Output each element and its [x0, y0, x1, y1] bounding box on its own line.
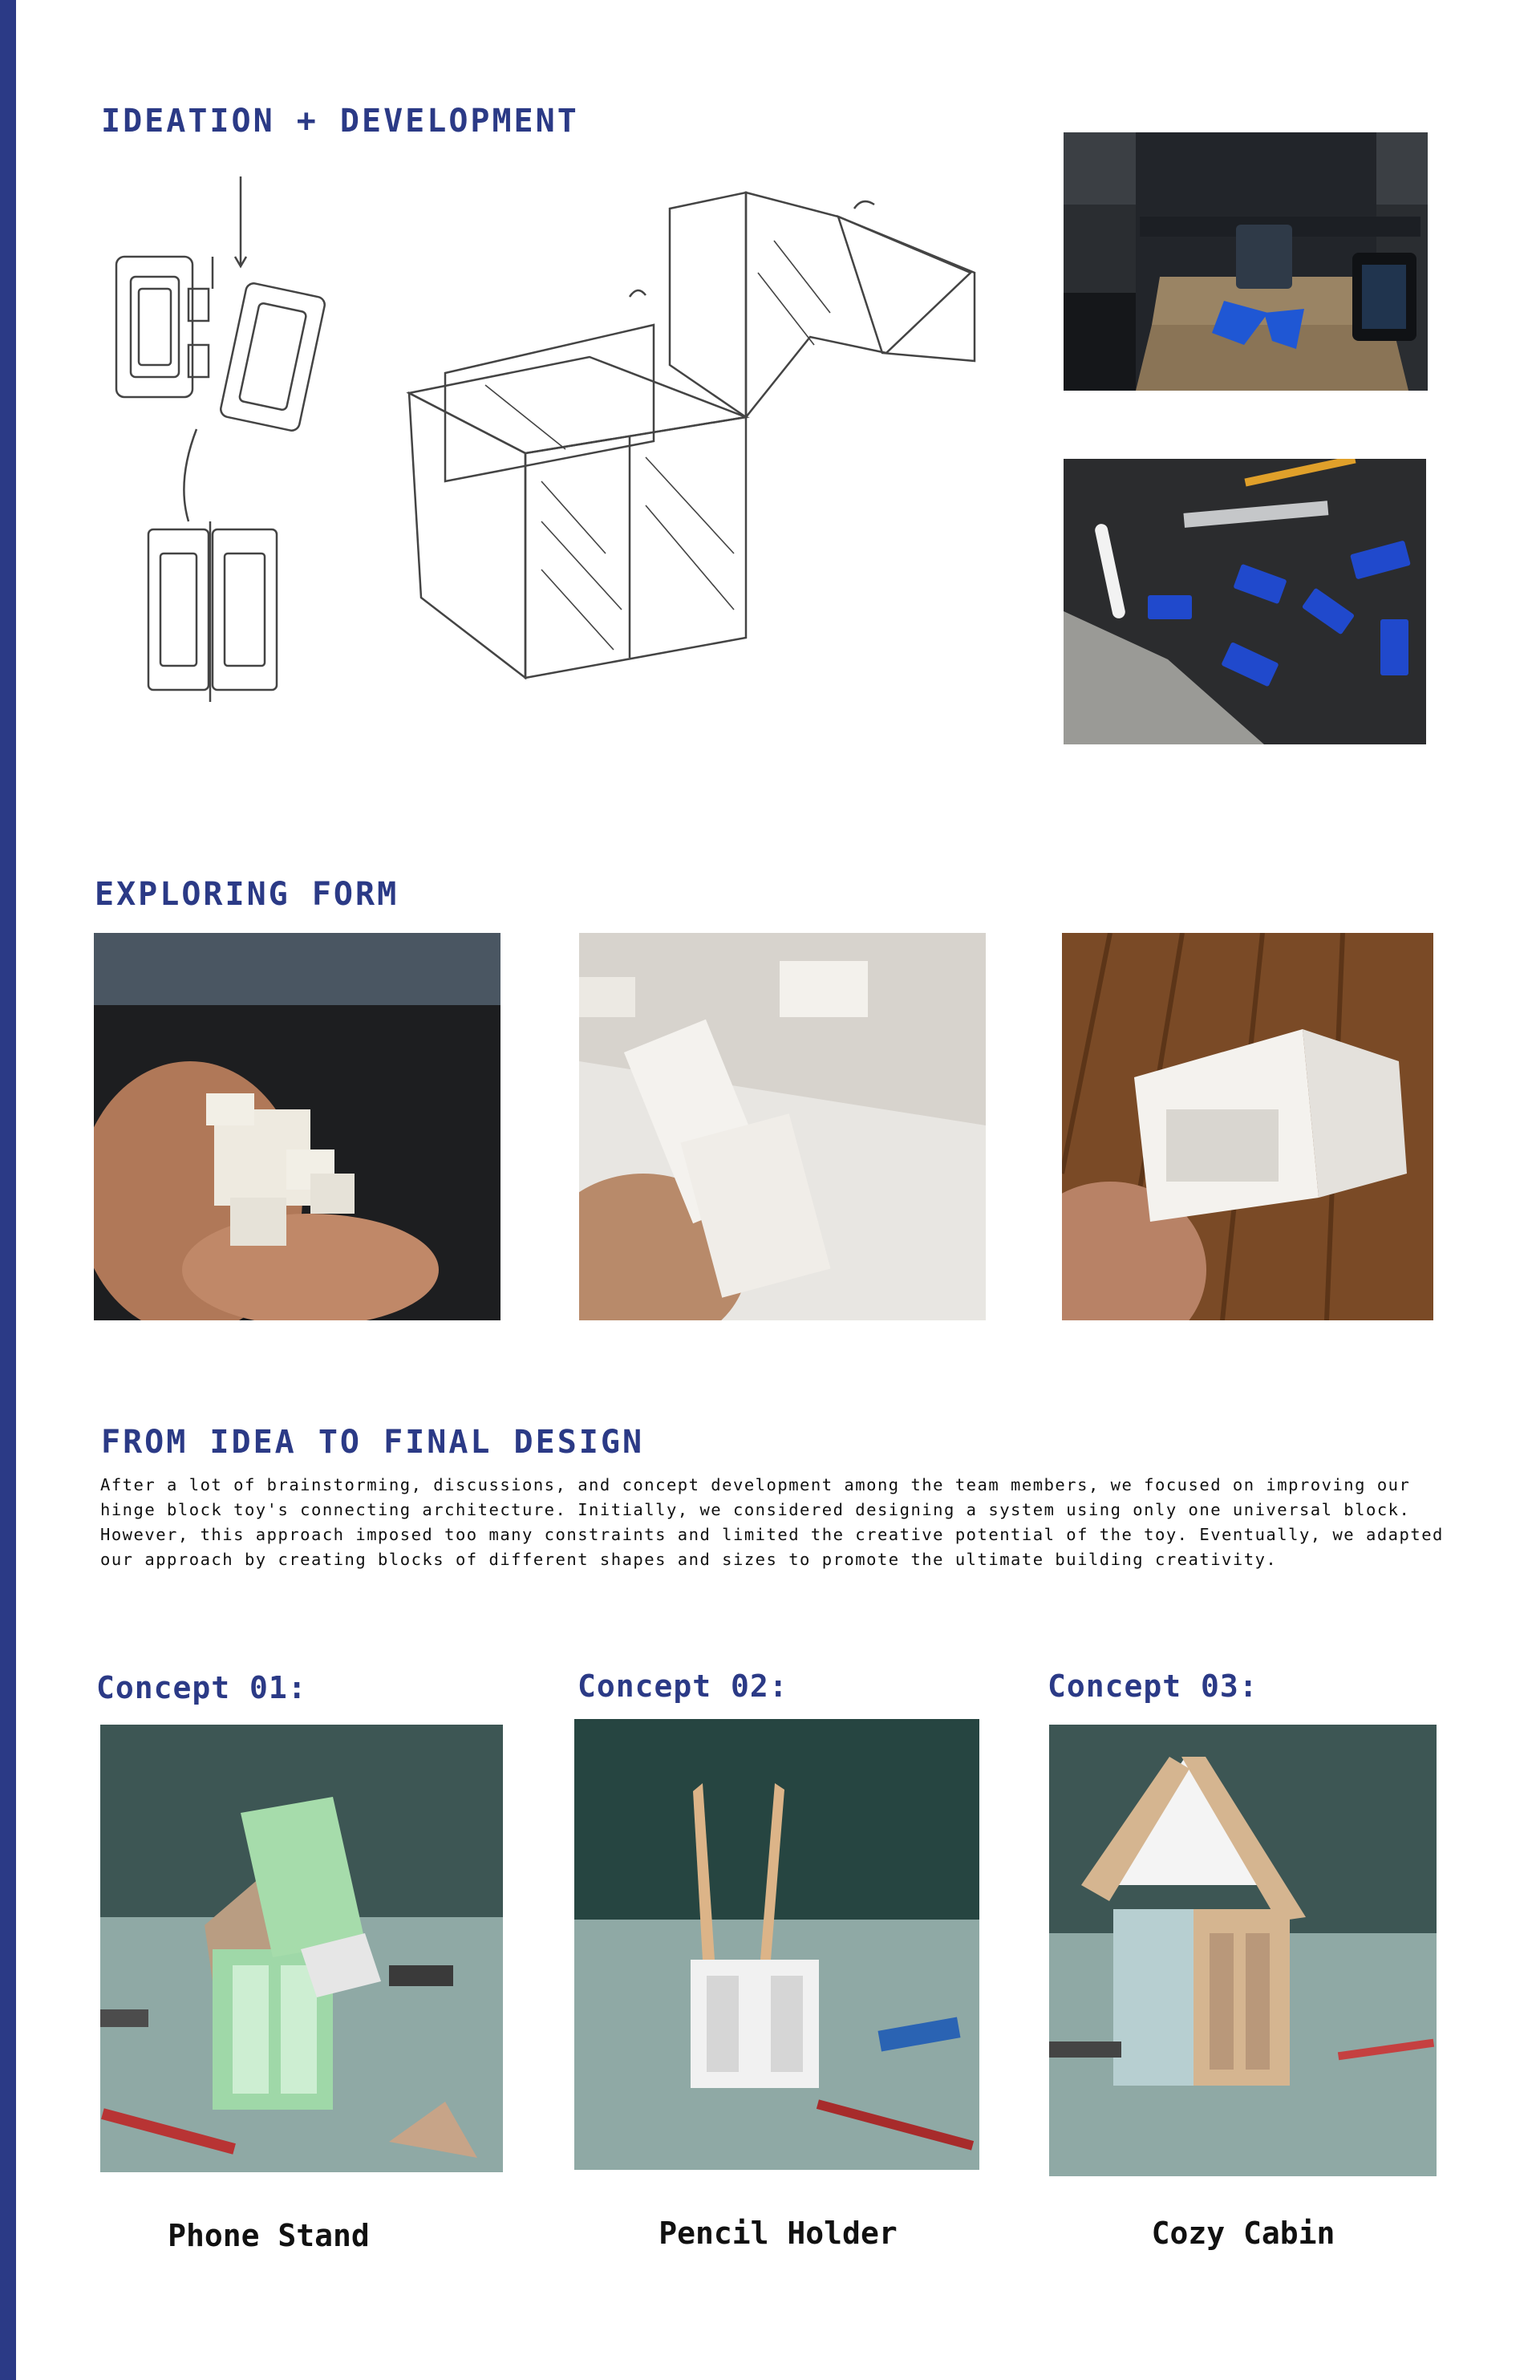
concept-02-caption: Pencil Holder — [659, 2216, 898, 2251]
form-exploration-photo-3 — [1062, 933, 1433, 1320]
concept-01-label: Concept 01: — [96, 1670, 307, 1705]
ideation-heading: IDEATION + DEVELOPMENT — [101, 103, 579, 140]
concept-03-label: Concept 03: — [1048, 1668, 1258, 1704]
concept-01-caption: Phone Stand — [168, 2218, 370, 2253]
hinge-block-sketch — [100, 168, 341, 714]
final-design-description: After a lot of brainstorming, discussions, and concept development among the team members, we focused on improving our hinge block toy's connecting architecture. Initially, we considered designing a system using only one universal block. However, this approach imposed too many constraints and limited the creative potential of the toy. Eventually, we adapted our approach by creating blocks of different shapes and sizes to promote the ultimate building creativity. — [100, 1475, 1444, 1569]
form-exploration-photo-1 — [94, 933, 500, 1320]
concept-02-label: Concept 02: — [578, 1668, 788, 1704]
3d-printer-photo — [1064, 132, 1428, 391]
left-accent-bar — [0, 0, 16, 2380]
concept-03-cozy-cabin-render — [1049, 1725, 1437, 2176]
concept-01-phone-stand-render — [100, 1725, 503, 2172]
box-assembly-sketch — [397, 176, 983, 690]
concept-03-caption: Cozy Cabin — [1151, 2216, 1335, 2251]
blue-blocks-caliper-photo — [1064, 459, 1426, 744]
concept-02-pencil-holder-render — [574, 1719, 979, 2170]
final-design-heading: FROM IDEA TO FINAL DESIGN — [101, 1424, 645, 1461]
form-exploration-photo-2 — [579, 933, 986, 1320]
exploring-form-heading: EXPLORING FORM — [95, 876, 399, 913]
